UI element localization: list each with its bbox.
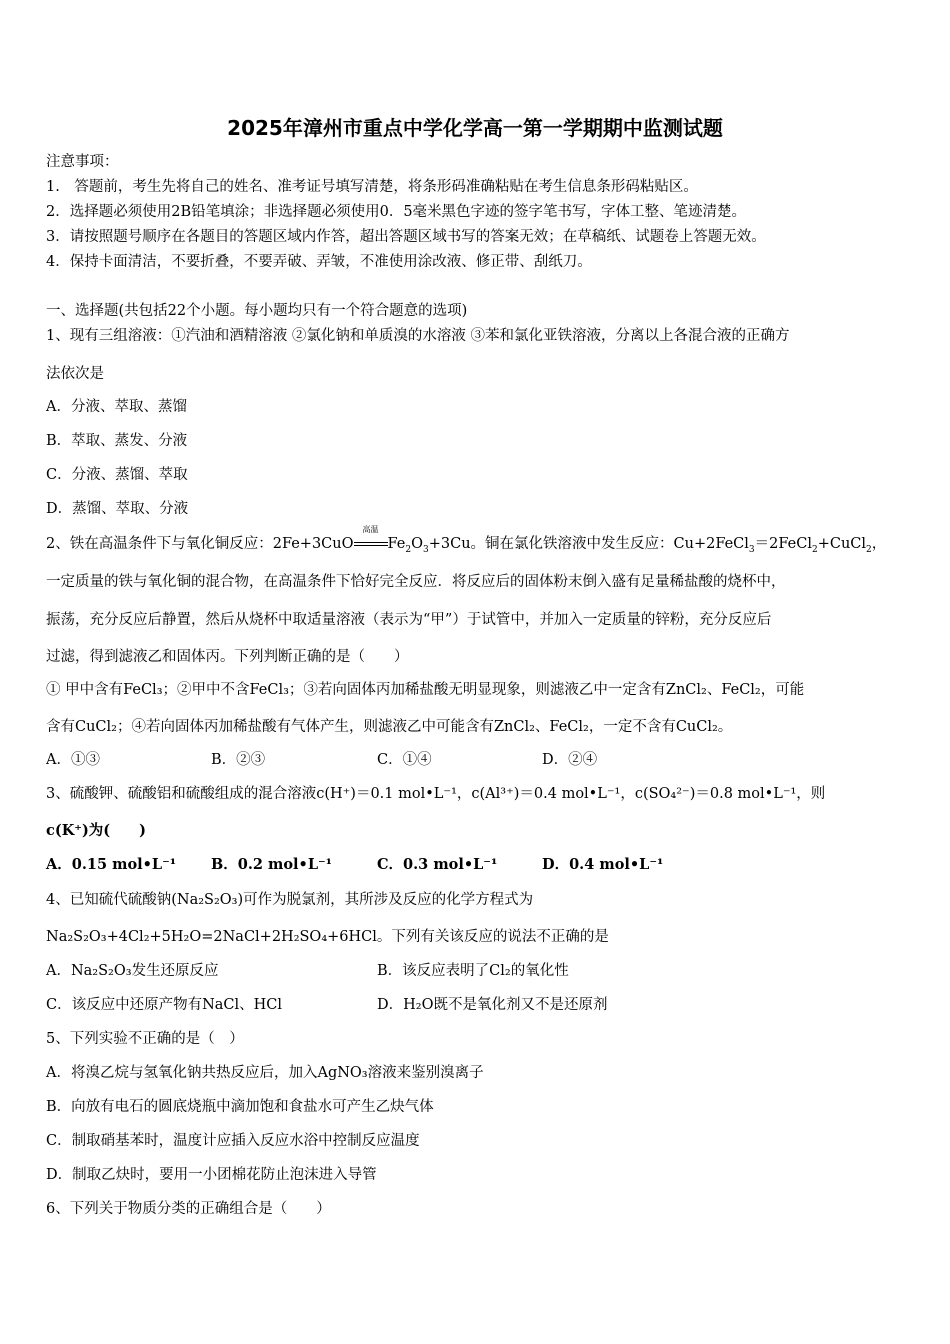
q3-option-b: B．0.2 mol•L⁻¹ bbox=[211, 856, 333, 873]
q3-option-d: D．0.4 mol•L⁻¹ bbox=[542, 856, 664, 873]
q1-stem-line1: 1、现有三组溶液：①汽油和酒精溶液 ②氯化钠和单质溴的水溶液 ③苯和氯化亚铁溶液，分离以上各混合液的正确方 bbox=[46, 328, 790, 344]
q2-stem-line4: 过滤，得到滤液乙和固体丙。下列判断正确的是（ ） bbox=[46, 649, 409, 665]
q2-text-e: ＝2FeCl bbox=[754, 536, 812, 552]
q3-option-a: A．0.15 mol•L⁻¹ bbox=[46, 856, 177, 873]
q5-option-a: A．将溴乙烷与氢氧化钠共热反应后，加入AgNO₃溶液来鉴别溴离子 bbox=[46, 1065, 484, 1081]
q4-stem-line2: Na₂S₂O₃+4Cl₂+5H₂O=2NaCl+2H₂SO₄+6HCl。下列有关该反应的说法不正确的是 bbox=[46, 929, 609, 945]
q2-text-g: ， bbox=[871, 536, 887, 552]
q4-stem-line1: 4、已知硫代硫酸钠(Na₂S₂O₃)可作为脱氯剂，其所涉及反应的化学方程式为 bbox=[46, 892, 534, 908]
q3-option-c: C．0.3 mol•L⁻¹ bbox=[377, 856, 498, 873]
q2-option-d: D．②④ bbox=[542, 752, 598, 768]
q2-stem-line6: 含有CuCl₂；④若向固体丙加稀盐酸有气体产生，则滤液乙中可能含有ZnCl₂、FeCl₂，一定不含有CuCl₂。 bbox=[46, 719, 733, 735]
q1-stem-line2: 法依次是 bbox=[46, 366, 104, 382]
q6-stem-line1: 6、下列关于物质分类的正确组合是（ ） bbox=[46, 1201, 331, 1217]
q5-option-d: D．制取乙炔时，要用一小团棉花防止泡沫进入导管 bbox=[46, 1167, 377, 1183]
q1-option-b: B．萃取、蒸发、分液 bbox=[46, 433, 188, 449]
notice-item-3: 3．请按照题号顺序在各题目的答题区域内作答，超出答题区域书写的答案无效；在草稿纸、试题卷上答题无效。 bbox=[46, 229, 766, 245]
q3-stem-line2: c(K⁺)为( ) bbox=[46, 822, 147, 839]
q4-option-b: B．该反应表明了Cl₂的氧化性 bbox=[377, 963, 569, 979]
notice-item-1: 1. 答题前，考生先将自己的姓名、准考证号填写清楚，将条形码准确粘贴在考生信息条形码粘贴区。 bbox=[46, 179, 698, 195]
q3-stem-line1: 3、硫酸钾、硫酸铝和硫酸组成的混合溶液c(H⁺)＝0.1 mol•L⁻¹，c(Al³⁺)＝0.4 mol•L⁻¹，c(SO₄²⁻)＝0.8 mol•L⁻¹，则 bbox=[46, 786, 826, 802]
q2-stem-line5: ① 甲中含有FeCl₃；②甲中不含FeCl₃；③若向固体丙加稀盐酸无明显现象，则滤液乙中一定含有ZnCl₂、FeCl₂，可能 bbox=[46, 682, 805, 698]
q2-option-b: B．②③ bbox=[211, 752, 266, 768]
q4-option-a: A．Na₂S₂O₃发生还原反应 bbox=[46, 963, 219, 979]
q5-stem-line1: 5、下列实验不正确的是（ ） bbox=[46, 1031, 244, 1047]
q2-text-f: +CuCl bbox=[817, 536, 867, 552]
section-heading: 一、选择题(共包括22个小题。每小题均只有一个符合题意的选项) bbox=[46, 303, 468, 319]
equals-sign bbox=[354, 542, 388, 546]
q2-text-a: 2、铁在高温条件下与氧化铜反应：2Fe+3CuO bbox=[46, 536, 354, 552]
q1-option-c: C．分液、蒸馏、萃取 bbox=[46, 467, 188, 483]
q2-stem-line2: 一定质量的铁与氧化铜的混合物，在高温条件下恰好完全反应．将反应后的固体粉末倒入盛有足量稀盐酸的烧杯中， bbox=[46, 574, 786, 590]
q2-text-d: +3Cu。铜在氯化铁溶液中发生反应：Cu+2FeCl bbox=[428, 536, 749, 552]
q2-text-b: Fe bbox=[387, 536, 406, 552]
notice-item-4: 4．保持卡面清洁，不要折叠，不要弄破、弄皱，不准使用涂改液、修正带、刮纸刀。 bbox=[46, 254, 592, 270]
page-title: 2025年漳州市重点中学化学高一第一学期期中监测试题 bbox=[227, 116, 723, 140]
q2-stem-line3: 振荡，充分反应后静置，然后从烧杯中取适量溶液（表示为“甲”）于试管中，并加入一定质量的锌粉，充分反应后 bbox=[46, 612, 772, 628]
q5-option-c: C．制取硝基苯时，温度计应插入反应水浴中控制反应温度 bbox=[46, 1133, 420, 1149]
q1-option-a: A．分液、萃取、蒸馏 bbox=[46, 399, 187, 415]
q5-option-b: B．向放有电石的圆底烧瓶中滴加饱和食盐水可产生乙炔气体 bbox=[46, 1099, 434, 1115]
q4-option-d: D．H₂O既不是氧化剂又不是还原剂 bbox=[377, 997, 608, 1013]
q2-text-c: O bbox=[411, 536, 423, 552]
condition-label: 高温 bbox=[362, 525, 379, 534]
q2-option-a: A．①③ bbox=[46, 752, 100, 768]
notice-item-2: 2．选择题必须使用2B铅笔填涂；非选择题必须使用0．5毫米黑色字迹的签字笔书写，字体工整、笔迹清楚。 bbox=[46, 204, 747, 220]
reaction-condition bbox=[354, 525, 388, 554]
q2-option-c: C．①④ bbox=[377, 752, 432, 768]
q1-option-d: D．蒸馏、萃取、分液 bbox=[46, 501, 189, 517]
notice-heading: 注意事项： bbox=[46, 154, 119, 170]
q4-option-c: C．该反应中还原产物有NaCl、HCl bbox=[46, 997, 283, 1013]
q2-stem-line1: 2、铁在高温条件下与氧化铜反应：2Fe+3CuO 高温 $Fe_2O_3+3Cu$。铜在氯化铁溶液中发生反应：Cu+2FeCl$_3$＝2FeCl$_2$+CuCl$_2$， bbox=[46, 525, 887, 555]
